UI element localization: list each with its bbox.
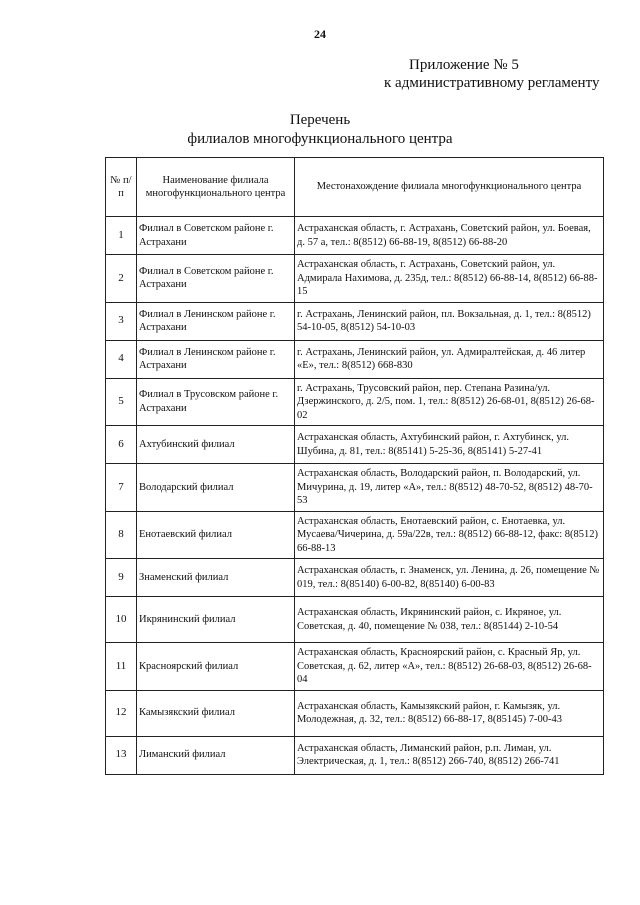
row-number: 11	[106, 643, 137, 691]
table-row	[106, 378, 604, 426]
row-number: 1	[106, 217, 137, 255]
branch-name: Филиал в Ленинском районе г. Астрахани	[137, 340, 295, 378]
table-row	[106, 302, 604, 340]
branch-address: г. Астрахань, Ленинский район, пл. Вокзальная, д. 1, тел.: 8(8512) 54-10-05, 8(8512) 54-10-03	[295, 302, 604, 340]
page-number: 24	[314, 27, 326, 41]
branch-name: Лиманский филиал	[137, 736, 295, 774]
row-number: 3	[106, 302, 137, 340]
table-row	[106, 690, 604, 736]
header-address: Местонахождение филиала многофункционального центра	[295, 158, 604, 217]
document-title	[0, 111, 640, 149]
row-number: 6	[106, 426, 137, 464]
table-row	[106, 255, 604, 303]
branch-address: Астраханская область, Красноярский район, с. Красный Яр, ул. Советская, д. 62, литер «А», тел.: 8(8512) 26-68-03, 8(8512) 26-68-04	[295, 643, 604, 691]
title-line-1: Перечень	[289, 112, 351, 128]
table-row	[106, 736, 604, 774]
branch-name: Енотаевский филиал	[137, 511, 295, 559]
title-line-2: филиалов многофункционального центра	[187, 131, 453, 147]
branch-name: Филиал в Советском районе г. Астрахани	[137, 217, 295, 255]
branches-table	[105, 157, 604, 775]
row-number: 2	[106, 255, 137, 303]
row-number: 7	[106, 464, 137, 512]
branch-name: Камызякский филиал	[137, 690, 295, 736]
header-number: № п/п	[106, 158, 137, 217]
branch-name: Володарский филиал	[137, 464, 295, 512]
branch-address: г. Астрахань, Трусовский район, пер. Степана Разина/ул. Дзержинского, д. 2/5, пом. 1, тел.: 8(8512) 26-68-01, 8(8512) 26-68-02	[295, 378, 604, 426]
table-header-row	[106, 158, 604, 217]
branch-name: Икрянинский филиал	[137, 597, 295, 643]
branch-address: Астраханская область, Володарский район, п. Володарский, ул. Мичурина, д. 19, литер «А», тел.: 8(8512) 48-70-52, 8(8512) 48-70-53	[295, 464, 604, 512]
table-row	[106, 340, 604, 378]
branch-name: Ахтубинский филиал	[137, 426, 295, 464]
branch-address: Астраханская область, Икрянинский район, с. Икряное, ул. Советская, д. 40, помещение № 038, тел.: 8(85144) 2-10-54	[295, 597, 604, 643]
branch-address: Астраханская область, г. Знаменск, ул. Ленина, д. 26, помещение № 019, тел.: 8(85140) 6-00-82, 8(85140) 6-00-83	[295, 559, 604, 597]
row-number: 4	[106, 340, 137, 378]
table-row	[106, 217, 604, 255]
row-number: 12	[106, 690, 137, 736]
row-number: 13	[106, 736, 137, 774]
branch-name: Филиал в Трусовском районе г. Астрахани	[137, 378, 295, 426]
table-row	[106, 597, 604, 643]
appendix-subtitle: к административному регламенту	[384, 75, 600, 91]
row-number: 9	[106, 559, 137, 597]
table-row	[106, 511, 604, 559]
appendix-heading	[384, 56, 624, 92]
header-branch-name: Наименование филиала многофункционального центра	[137, 158, 295, 217]
table-row	[106, 643, 604, 691]
row-number: 5	[106, 378, 137, 426]
appendix-title: Приложение № 5	[409, 57, 519, 73]
row-number: 8	[106, 511, 137, 559]
branch-name: Филиал в Ленинском районе г. Астрахани	[137, 302, 295, 340]
branch-address: Астраханская область, г. Астрахань, Советский район, ул. Адмирала Нахимова, д. 235д, тел.: 8(8512) 66-88-14, 8(8512) 66-88-15	[295, 255, 604, 303]
branch-name: Знаменский филиал	[137, 559, 295, 597]
table-row	[106, 559, 604, 597]
row-number: 10	[106, 597, 137, 643]
branch-address: Астраханская область, Лиманский район, р.п. Лиман, ул. Электрическая, д. 1, тел.: 8(8512) 266-740, 8(8512) 266-741	[295, 736, 604, 774]
branch-address: Астраханская область, г. Астрахань, Советский район, ул. Боевая, д. 57 а, тел.: 8(8512) 66-88-19, 8(8512) 66-88-20	[295, 217, 604, 255]
branch-address: Астраханская область, Енотаевский район, с. Енотаевка, ул. Мусаева/Чичерина, д. 59а/22в, тел.: 8(8512) 66-88-12, факс: 8(8512) 66-88-13	[295, 511, 604, 559]
branch-address: г. Астрахань, Ленинский район, ул. Адмиралтейская, д. 46 литер «Е», тел.: 8(8512) 668-830	[295, 340, 604, 378]
branch-name: Красноярский филиал	[137, 643, 295, 691]
branch-address: Астраханская область, Камызякский район, г. Камызяк, ул. Молодежная, д. 32, тел.: 8(8512) 66-88-17, 8(85145) 7-00-43	[295, 690, 604, 736]
branch-name: Филиал в Советском районе г. Астрахани	[137, 255, 295, 303]
branch-address: Астраханская область, Ахтубинский район, г. Ахтубинск, ул. Шубина, д. 81, тел.: 8(85141) 5-25-36, 8(85141) 5-27-41	[295, 426, 604, 464]
table-row	[106, 464, 604, 512]
table-row	[106, 426, 604, 464]
